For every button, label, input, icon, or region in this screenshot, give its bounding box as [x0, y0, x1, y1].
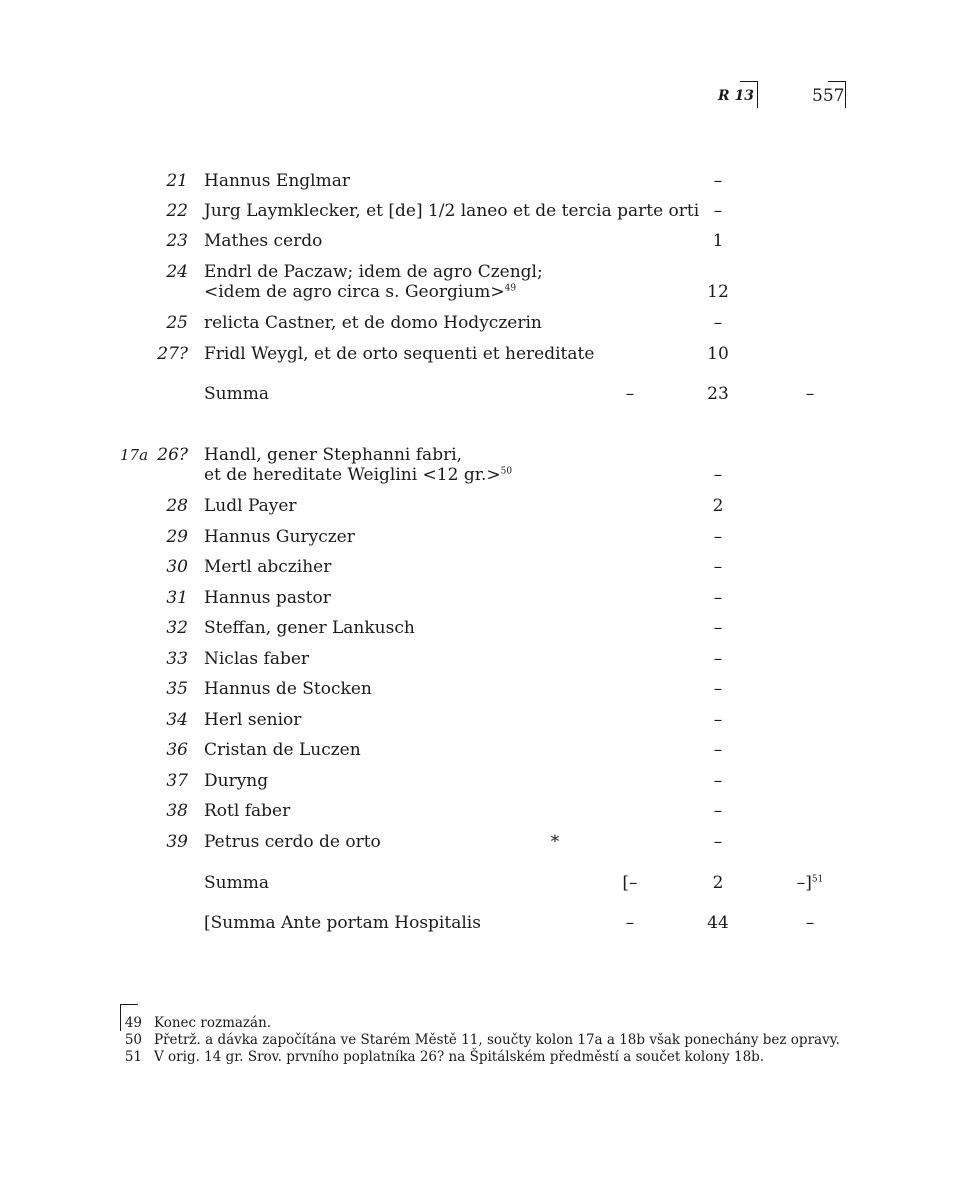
amount-value: –: [713, 557, 723, 577]
corner-mark: [740, 81, 758, 108]
amount-value: 2: [712, 496, 724, 516]
footnote-text: V orig. 14 gr. Srov. prvního poplatníka 26? na Špitálském předměstí a součet kolony 18b.: [154, 1049, 765, 1065]
entry-line: Herl senior: [204, 709, 302, 730]
entry-line: Niclas faber: [204, 648, 310, 669]
entry-line: relicta Castner, et de domo Hodyczerin: [204, 313, 542, 333]
entry-number: 39: [166, 831, 188, 852]
amount-value: –: [713, 313, 723, 333]
entry-number: 24: [166, 262, 188, 282]
entry-number: 36: [166, 740, 188, 760]
footnote: [120, 1032, 880, 1049]
entry-name: [204, 679, 372, 699]
entry-line: Mathes cerdo: [204, 231, 323, 251]
amount-c2: [690, 557, 746, 577]
entry-name: [204, 496, 297, 516]
amount-value: –: [713, 587, 723, 608]
amount-value: 44: [707, 913, 729, 933]
amount-value: 2: [712, 873, 724, 893]
amount-c2: [690, 618, 746, 638]
page-number: 557: [812, 86, 845, 106]
entry-name: [204, 740, 361, 760]
entry-line: Ludl Payer: [204, 496, 297, 516]
amount-c2: [690, 740, 746, 760]
amount-c2: [690, 465, 746, 485]
amount-c1: [600, 913, 660, 933]
amount-value: –: [713, 709, 723, 730]
amount-c2: [690, 588, 746, 608]
amount-value: –: [713, 740, 723, 760]
amount-c2: [690, 527, 746, 547]
entry-name: [204, 171, 350, 191]
amount-c2: [690, 710, 746, 730]
footnote-number: 49: [124, 1015, 142, 1031]
asterisk-mark: *: [550, 831, 560, 852]
entry-line: Duryng: [204, 770, 269, 791]
entry-name: [204, 201, 699, 221]
amount-c2: [690, 231, 746, 251]
entry-number: 28: [166, 496, 188, 516]
amount-value: –: [713, 648, 723, 669]
amount-c2: [690, 384, 746, 404]
amount-c2: [690, 832, 746, 852]
amount-c2: [690, 344, 746, 364]
amount-c2: [690, 649, 746, 669]
entry-line: Handl, gener Stephanni fabri,: [204, 445, 463, 465]
footnote-text: Konec rozmazán.: [154, 1015, 272, 1031]
amount-value: [–: [622, 873, 638, 893]
amount-c1: [600, 384, 660, 404]
entry-name: [204, 588, 331, 608]
entry-name: [204, 649, 309, 669]
section-code: R 13: [718, 88, 754, 104]
amount-c2: [690, 679, 746, 699]
amount-c3: [780, 913, 840, 933]
entry-number: 22: [166, 201, 188, 221]
amount-value: –: [713, 831, 723, 852]
entry-line: Fridl Weygl, et de orto sequenti et hereditate: [204, 344, 595, 364]
entry-name: [204, 832, 381, 852]
column-label: 17a: [120, 446, 149, 464]
entry-line: Jurg Laymklecker, et [de] 1/2 laneo et de tercia parte orti: [204, 201, 700, 221]
entry-name: [204, 527, 355, 547]
entry-number: 33: [166, 648, 188, 669]
amount-c3: [780, 873, 840, 893]
entry-number: 32: [166, 618, 188, 638]
entry-line: <idem de agro circa s. Georgium>: [204, 282, 505, 302]
amount-c2: [690, 771, 746, 791]
amount-value: –: [713, 801, 723, 821]
amount-value: 23: [707, 384, 729, 404]
amount-value: 10: [707, 344, 729, 364]
entry-name: [204, 618, 415, 638]
entry-line: Mertl abcziher: [204, 557, 332, 577]
entry-line: et de hereditate Weiglini <12 gr.>: [204, 465, 501, 485]
entry-line: Rotl faber: [204, 801, 291, 821]
footnote-number: 50: [124, 1032, 142, 1048]
entry-number: 25: [166, 313, 188, 333]
entry-line: Steffan, gener Lankusch: [204, 618, 415, 638]
entry-line: Hannus Englmar: [204, 171, 350, 191]
entry-line: Endrl de Paczaw; idem de agro Czengl;: [204, 262, 543, 282]
amount-c2: [690, 496, 746, 516]
entry-number: 30: [166, 557, 188, 577]
footnote-ref: 50: [500, 466, 513, 477]
amount-value: –: [713, 679, 723, 699]
footnote-ref: 49: [504, 283, 517, 294]
amount-value: –: [713, 201, 723, 221]
amount-c2: [690, 801, 746, 821]
entry-number: 29: [166, 526, 188, 547]
entry-name: [204, 262, 543, 302]
footnote: [120, 1015, 880, 1032]
entry-line: Cristan de Luczen: [204, 740, 361, 760]
entry-name: [204, 344, 594, 364]
amount-c2: [690, 171, 746, 191]
entry-name: Summa: [204, 384, 269, 404]
entry-line: Petrus cerdo de orto: [204, 831, 381, 852]
footnote: [120, 1049, 880, 1066]
entry-number: 26?: [157, 445, 188, 465]
entry-name: [204, 313, 542, 333]
footnote-number: 51: [124, 1049, 142, 1065]
entry-name: [204, 557, 331, 577]
footnote-ref: 51: [811, 874, 824, 885]
amount-value: 12: [707, 282, 729, 302]
entry-name: Summa: [204, 873, 269, 893]
amount-value: –: [713, 770, 723, 791]
entry-name: [204, 801, 290, 821]
amount-c2: [690, 913, 746, 933]
amount-c2: [690, 313, 746, 333]
entry-line: Hannus Guryczer: [204, 526, 355, 547]
corner-mark: [828, 81, 846, 108]
entry-number: 31: [166, 587, 188, 608]
amount-value: –: [805, 913, 815, 933]
entry-number: 35: [166, 679, 188, 699]
entry-number: 23: [166, 231, 188, 251]
entry-name: [204, 231, 322, 251]
entry-number: 34: [166, 709, 188, 730]
amount-value: –: [625, 913, 635, 933]
entry-number: 38: [166, 801, 188, 821]
amount-value: –: [713, 465, 723, 485]
entry-number: 21: [166, 171, 188, 191]
amount-value: –: [713, 171, 723, 191]
amount-value: 1: [712, 231, 724, 251]
entry-line: Hannus de Stocken: [204, 679, 372, 699]
entry-number: 27?: [157, 344, 188, 364]
entry-number: 37: [166, 770, 188, 791]
amount-c3: [780, 384, 840, 404]
amount-value: –: [625, 384, 635, 404]
entry-name: [204, 771, 268, 791]
entry-name: [204, 710, 301, 730]
amount-c1: [600, 873, 660, 893]
amount-value: –: [713, 526, 723, 547]
amount-value: –: [805, 384, 815, 404]
amount-value: –: [713, 618, 723, 638]
entry-line: Hannus pastor: [204, 587, 331, 608]
amount-c2: [690, 873, 746, 893]
entry-name: [Summa Ante portam Hospitalis: [204, 913, 481, 933]
amount-value: –]: [796, 873, 812, 893]
entry-name: [204, 445, 512, 485]
footnote-text: Přetrž. a dávka započítána ve Starém Městě 11, součty kolon 17a a 18b však ponechány bez opravy.: [154, 1032, 840, 1048]
amount-c2: [690, 201, 746, 221]
amount-c2: [690, 282, 746, 302]
